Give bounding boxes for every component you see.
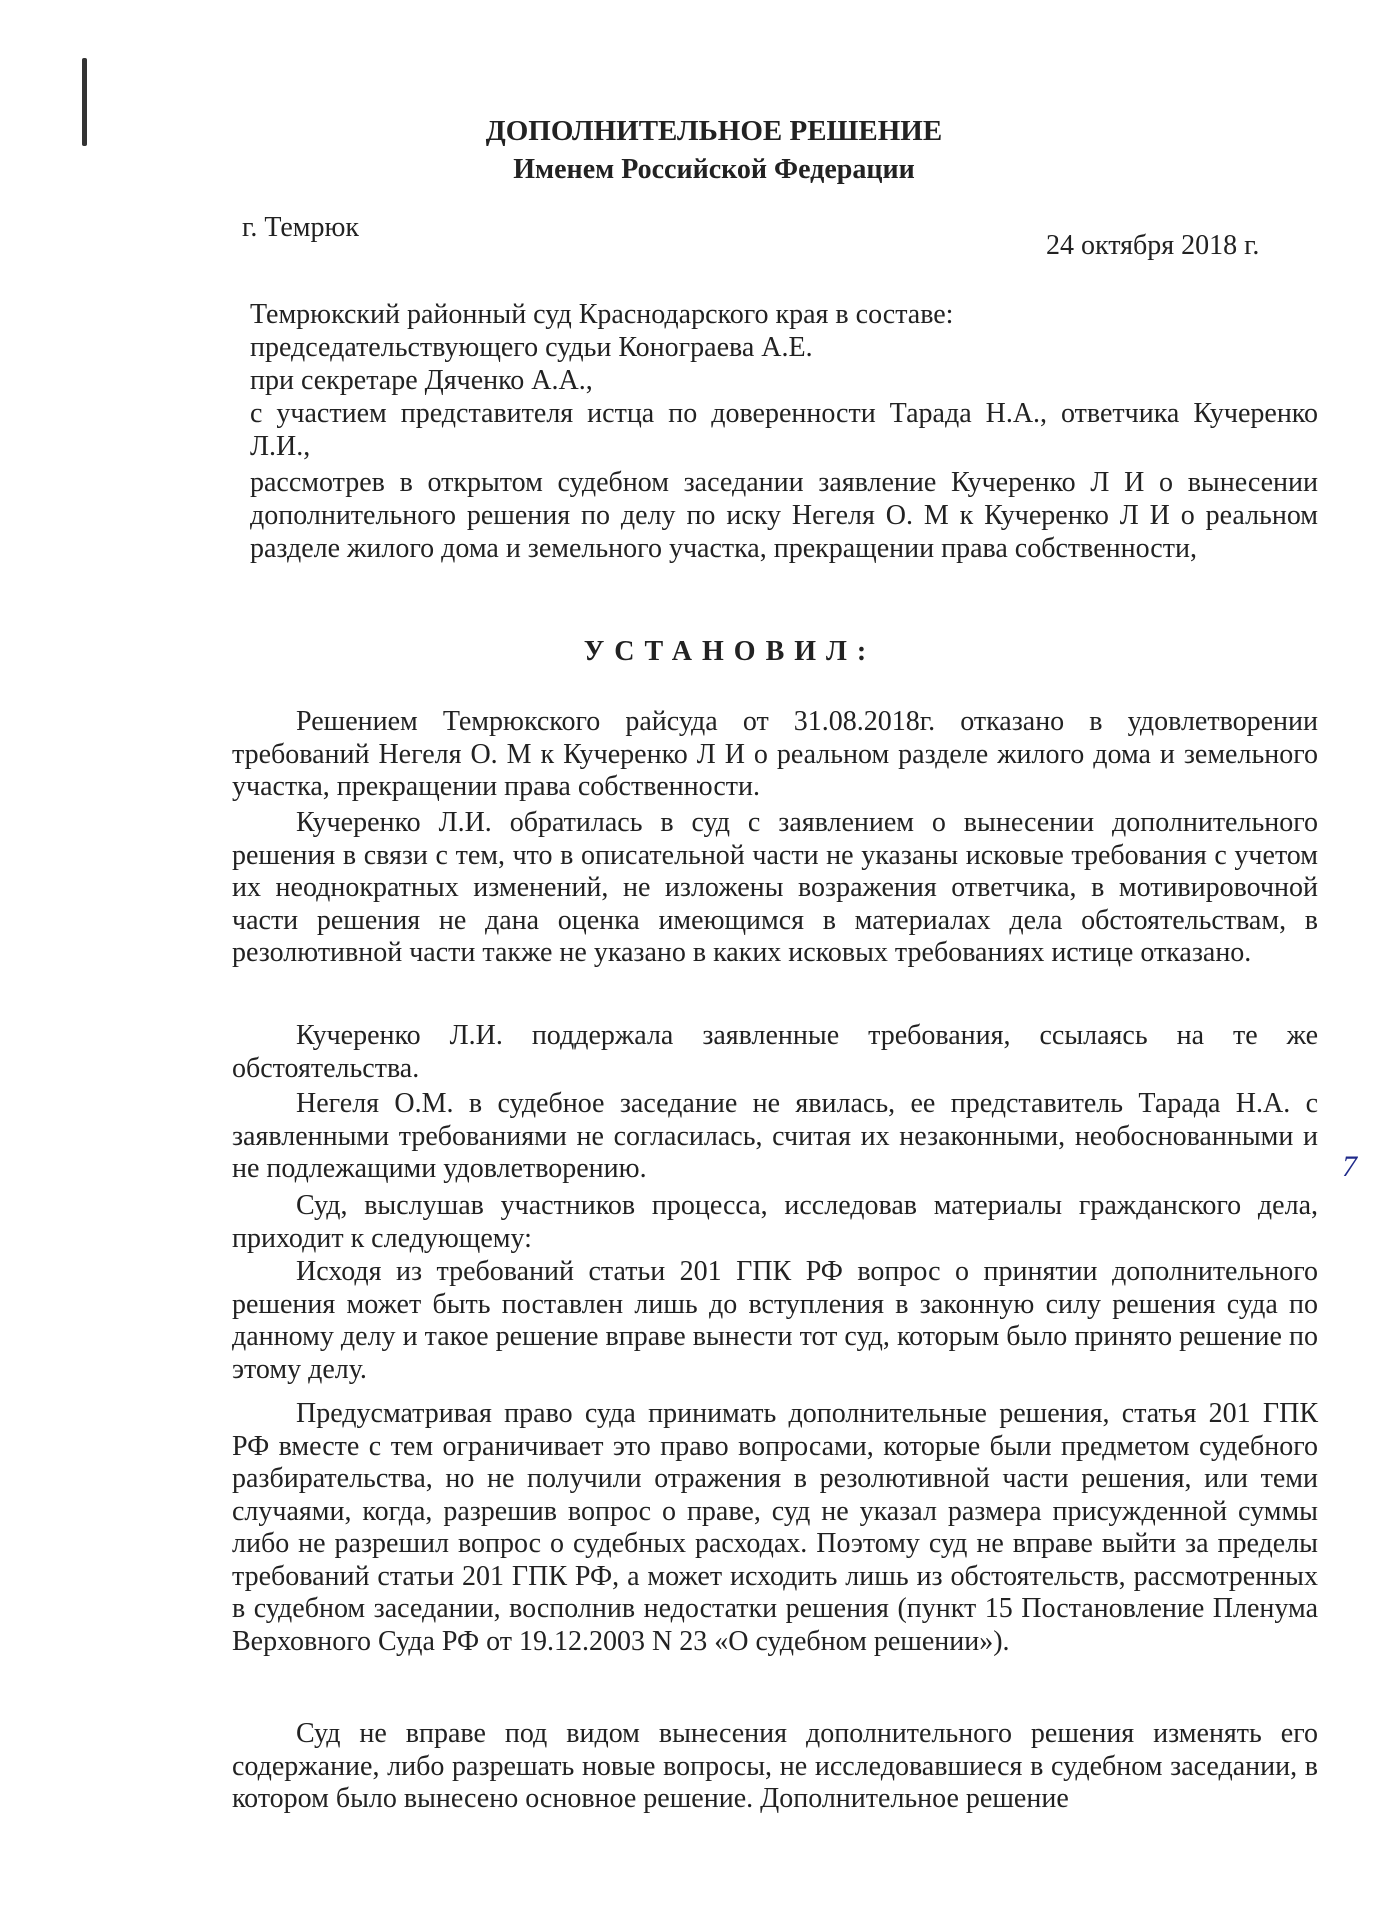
paragraph: Негеля О.М. в судебное заседание не явилась, ее представитель Тарада Н.А. с заявленными требованиями не согласилась, считая их незаконными, необоснованными и не подлежащими удовлетворению. [232, 1088, 1318, 1184]
paragraph: Кучеренко Л.И. поддержала заявленные требования, ссылаясь на те же обстоятельства. [232, 1020, 1318, 1084]
document-subtitle: Именем Российской Федерации [513, 154, 915, 185]
intro-line: с участием представителя истца по доверенности Тарада Н.А., ответчика Кучеренко Л.И., [250, 398, 1318, 462]
paragraph: Исходя из требований статьи 201 ГПК РФ вопрос о принятии дополнительного решения может быть поставлен лишь до вступления в законную силу решения суда по данному делу и такое решение вправе вынести тот суд, которым было принято решение по этому делу. [232, 1256, 1318, 1385]
intro-line: при секретаре Дяченко А.А., [250, 365, 593, 396]
intro-line: председательствующего судьи Конограева А.Е. [250, 332, 813, 363]
city: г. Темрюк [242, 212, 360, 243]
paragraph: Предусматривая право суда принимать дополнительные решения, статья 201 ГПК РФ вместе с тем ограничивает это право вопросами, которые были предметом судебного разбирательства, но не получили отражения в резолютивной части решения, или теми случаями, когда, разрешив вопрос о праве, суд не указал размера присужденной суммы либо не разрешил вопрос о судебных расходах. Поэтому суд не вправе выйти за пределы требований статьи 201 ГПК РФ, а может исходить лишь из обстоятельств, рассмотренных в судебном заседании, восполнив недостатки решения (пункт 15 Постановление Пленума Верховного Суда РФ от 19.12.2003 N 23 «О судебном решении»). [232, 1398, 1318, 1657]
paragraph: Суд не вправе под видом вынесения дополнительного решения изменять его содержание, либо разрешать новые вопросы, не исследовавшиеся в судебном заседании, в котором было вынесено основное решение. Дополнительное решение [232, 1718, 1318, 1814]
intro-line: рассмотрев в открытом судебном заседании заявление Кучеренко Л И о вынесении дополнительного решения по делу по иску Негеля О. М к Кучеренко Л И о реальном разделе жилого дома и земельного участка, прекращении права собственности, [250, 467, 1318, 564]
paragraph: Кучеренко Л.И. обратилась в суд с заявлением о вынесении дополнительного решения в связи с тем, что в описательной части не указаны исковые требования с учетом их неоднократных изменений, не изложены возражения ответчика, в мотивировочной части решения не дана оценка имеющимся в материалах дела обстоятельствам, в резолютивной части также не указано в каких исковых требованиях истице отказано. [232, 807, 1318, 968]
section-heading: УСТАНОВИЛ: [583, 636, 877, 667]
document-title: ДОПОЛНИТЕЛЬНОЕ РЕШЕНИЕ [485, 115, 943, 147]
intro-line: Темрюкский районный суд Краснодарского края в составе: [250, 299, 954, 330]
date: 24 октября 2018 г. [1046, 230, 1260, 261]
paragraph: Решением Темрюкского райсуда от 31.08.2018г. отказано в удовлетворении требований Негеля О. М к Кучеренко Л И о реальном разделе жилого дома и земельного участка, прекращении права собственности. [232, 706, 1318, 802]
paragraph: Суд, выслушав участников процесса, исследовав материалы гражданского дела, приходит к следующему: [232, 1190, 1318, 1254]
handwritten-page-number: 7 [1342, 1150, 1357, 1183]
